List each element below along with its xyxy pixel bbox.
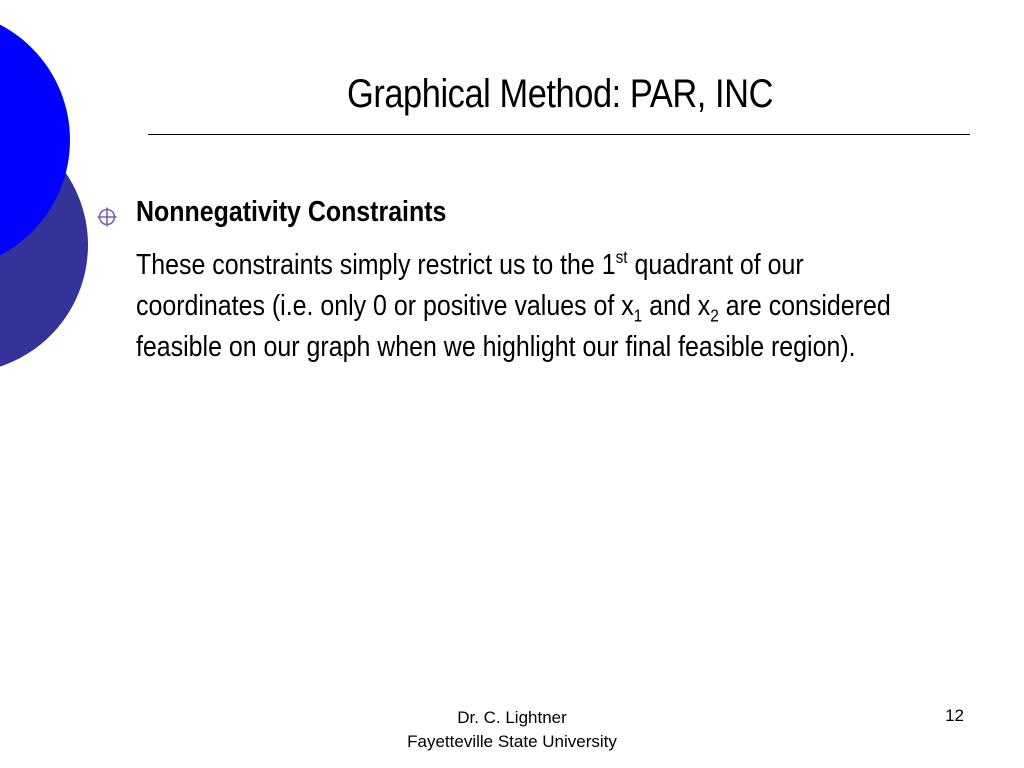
subscript-1: 1 <box>633 305 643 326</box>
crosshair-bullet-icon <box>96 206 118 228</box>
body-line-1: These constraints simply restrict us to the 1st quadrant of our <box>136 247 804 281</box>
bullet-heading: Nonnegativity Constraints <box>136 196 447 228</box>
bullet-body-text <box>136 245 996 368</box>
page-number: 12 <box>945 706 964 725</box>
body-line-2: coordinates (i.e. only 0 or positive values of $x_1$ and $x_2$ are considered <box>136 290 891 326</box>
title-divider <box>148 134 970 135</box>
footer-author: Dr. C. Lightner <box>457 708 567 727</box>
superscript-st: st <box>615 247 628 268</box>
decorative-circles <box>0 0 110 380</box>
footer-institution: Fayetteville State University <box>407 732 617 751</box>
footer-credits <box>362 706 662 754</box>
body-line-3: feasible on our graph when we highlight our final feasible region). <box>136 331 856 363</box>
slide-title: Graphical Method: PAR, INC <box>347 72 773 116</box>
subscript-2: 2 <box>710 305 719 326</box>
